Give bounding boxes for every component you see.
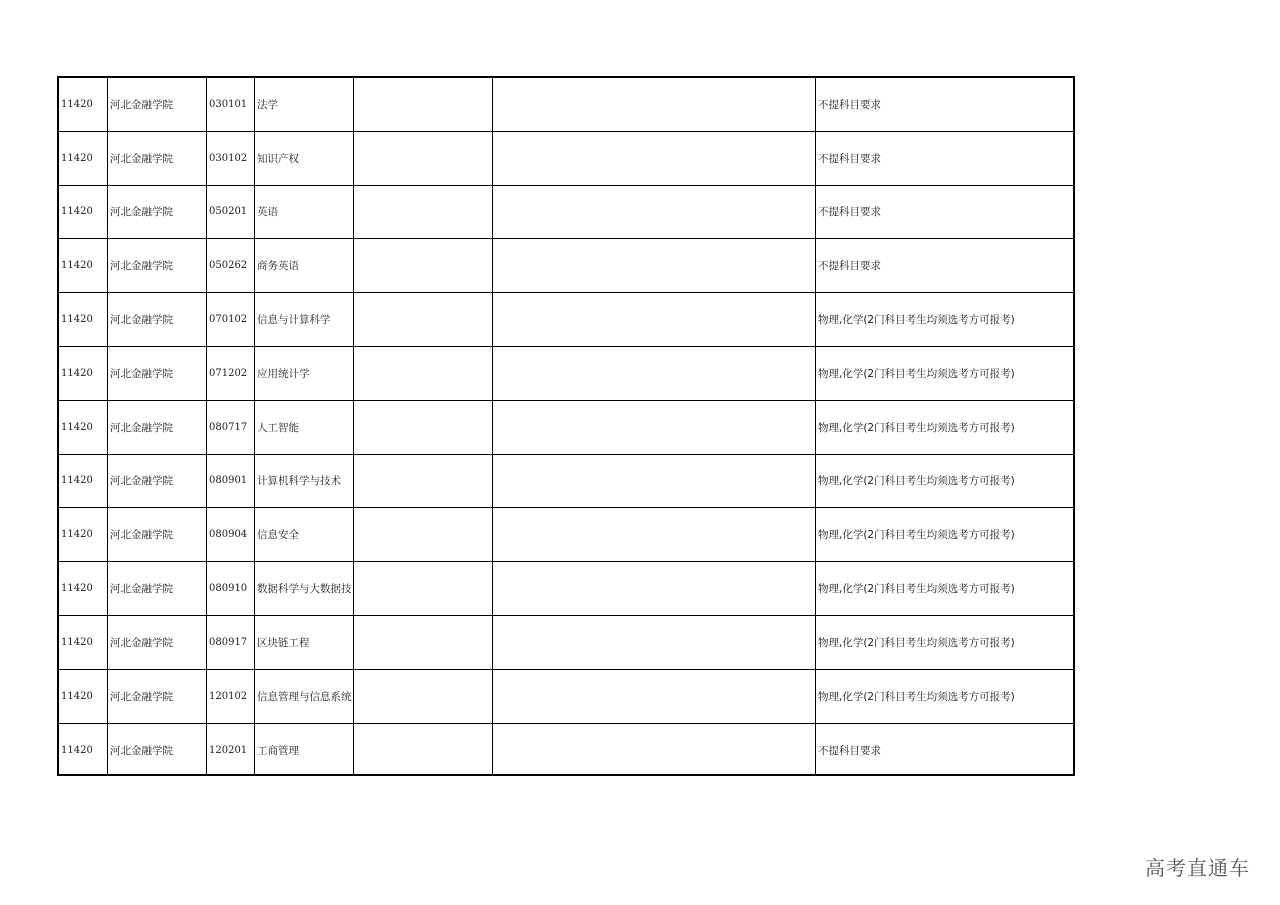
school-name-cell: 河北金融学院 xyxy=(108,401,207,455)
blank-cell xyxy=(354,508,493,562)
subject-requirement-cell: 物理,化学(2门科目考生均须选考方可报考) xyxy=(816,293,1073,347)
major-code-cell: 071202 xyxy=(207,347,255,401)
school-code-cell: 11420 xyxy=(59,401,108,455)
subject-requirement-cell: 不提科目要求 xyxy=(818,744,881,757)
school-code-cell: 11420 xyxy=(59,78,108,132)
major-code-cell: 030101 xyxy=(207,78,255,132)
major-code-cell: 050262 xyxy=(207,239,255,293)
major-code-cell: 080904 xyxy=(207,508,255,562)
blank-cell xyxy=(354,239,493,293)
blank-cell xyxy=(354,724,493,776)
subject-requirement-cell: 物理,化学(2门科目考生均须选考方可报考) xyxy=(816,670,1073,724)
major-name-cell: 商务英语 xyxy=(255,239,354,293)
major-name-cell: 信息安全 xyxy=(255,508,354,562)
major-name-cell: 应用统计学 xyxy=(255,347,354,401)
school-name-cell: 河北金融学院 xyxy=(108,132,207,186)
major-code-cell: 050201 xyxy=(207,186,255,240)
school-name-cell: 河北金融学院 xyxy=(108,562,207,616)
blank-cell xyxy=(354,347,493,401)
school-code-cell: 11420 xyxy=(59,186,108,240)
subject-requirement-cell: 不提科目要求 xyxy=(816,78,1073,132)
subject-requirement-cell: 不提科目要求 xyxy=(816,186,1073,240)
blank-cell xyxy=(493,347,816,401)
major-name-cell: 计算机科学与技术 xyxy=(255,455,354,509)
blank-cell xyxy=(354,186,493,240)
school-code-cell: 11420 xyxy=(59,616,108,670)
school-code-cell: 11420 xyxy=(59,239,108,293)
major-name-cell: 信息与计算科学 xyxy=(255,293,354,347)
major-code-cell: 120102 xyxy=(207,670,255,724)
blank-cell xyxy=(354,293,493,347)
blank-cell xyxy=(493,186,816,240)
school-name-cell: 河北金融学院 xyxy=(108,670,207,724)
blank-cell xyxy=(354,562,493,616)
school-code-cell: 11420 xyxy=(59,724,108,776)
blank-cell xyxy=(493,508,816,562)
blank-cell xyxy=(354,455,493,509)
blank-cell xyxy=(493,562,816,616)
blank-cell xyxy=(354,401,493,455)
school-name-cell: 河北金融学院 xyxy=(108,616,207,670)
major-code-cell: 080901 xyxy=(207,455,255,509)
school-code-cell: 11420 xyxy=(59,455,108,509)
major-code-cell: 070102 xyxy=(207,293,255,347)
school-name-cell: 河北金融学院 xyxy=(108,347,207,401)
school-code-cell: 11420 xyxy=(59,670,108,724)
subject-requirement-cell: 物理,化学(2门科目考生均须选考方可报考) xyxy=(816,562,1073,616)
major-code-cell: 030102 xyxy=(207,132,255,186)
subject-requirement-cell: 物理,化学(2门科目考生均须选考方可报考) xyxy=(816,455,1073,509)
subject-requirement-cell: 物理,化学(2门科目考生均须选考方可报考) xyxy=(816,616,1073,670)
blank-cell xyxy=(493,724,816,776)
watermark-text: 高考直通车 xyxy=(1145,856,1250,880)
school-name-cell: 河北金融学院 xyxy=(108,186,207,240)
blank-cell xyxy=(493,401,816,455)
school-name-cell: 河北金融学院 xyxy=(108,78,207,132)
school-code-cell: 11420 xyxy=(59,347,108,401)
data-table xyxy=(57,76,1075,776)
blank-cell xyxy=(493,293,816,347)
blank-cell xyxy=(493,455,816,509)
blank-cell xyxy=(354,670,493,724)
major-name-cell: 人工智能 xyxy=(255,401,354,455)
blank-cell xyxy=(493,239,816,293)
school-name-cell: 河北金融学院 xyxy=(108,293,207,347)
blank-cell xyxy=(354,78,493,132)
major-name-cell: 英语 xyxy=(255,186,354,240)
major-code-cell: 080717 xyxy=(207,401,255,455)
major-name-cell: 区块链工程 xyxy=(255,616,354,670)
major-code-cell: 120201 xyxy=(207,724,255,776)
school-code-cell: 11420 xyxy=(59,293,108,347)
subject-requirement-cell: 物理,化学(2门科目考生均须选考方可报考) xyxy=(816,401,1073,455)
school-name-cell: 河北金融学院 xyxy=(108,239,207,293)
major-name-cell: 信息管理与信息系统 xyxy=(255,670,354,724)
major-name-cell: 知识产权 xyxy=(255,132,354,186)
blank-cell xyxy=(493,78,816,132)
school-name-cell: 河北金融学院 xyxy=(108,455,207,509)
subject-requirement-cell: 不提科目要求 xyxy=(816,239,1073,293)
major-name-cell: 数据科学与大数据技 xyxy=(255,562,354,616)
school-code-cell: 11420 xyxy=(59,132,108,186)
subject-requirement-cell: 物理,化学(2门科目考生均须选考方可报考) xyxy=(816,508,1073,562)
major-name-cell: 工商管理 xyxy=(255,724,354,776)
blank-cell xyxy=(354,616,493,670)
subject-requirement-cell: 不提科目要求 xyxy=(816,132,1073,186)
major-code-cell: 080917 xyxy=(207,616,255,670)
school-name-cell: 河北金融学院 xyxy=(108,724,207,776)
blank-cell xyxy=(493,132,816,186)
major-name-cell: 法学 xyxy=(255,78,354,132)
major-code-cell: 080910 xyxy=(207,562,255,616)
blank-cell xyxy=(493,670,816,724)
blank-cell xyxy=(354,132,493,186)
school-code-cell: 11420 xyxy=(59,508,108,562)
school-code-cell: 11420 xyxy=(59,562,108,616)
subject-requirement-cell: 物理,化学(2门科目考生均须选考方可报考) xyxy=(816,347,1073,401)
school-name-cell: 河北金融学院 xyxy=(108,508,207,562)
blank-cell xyxy=(493,616,816,670)
